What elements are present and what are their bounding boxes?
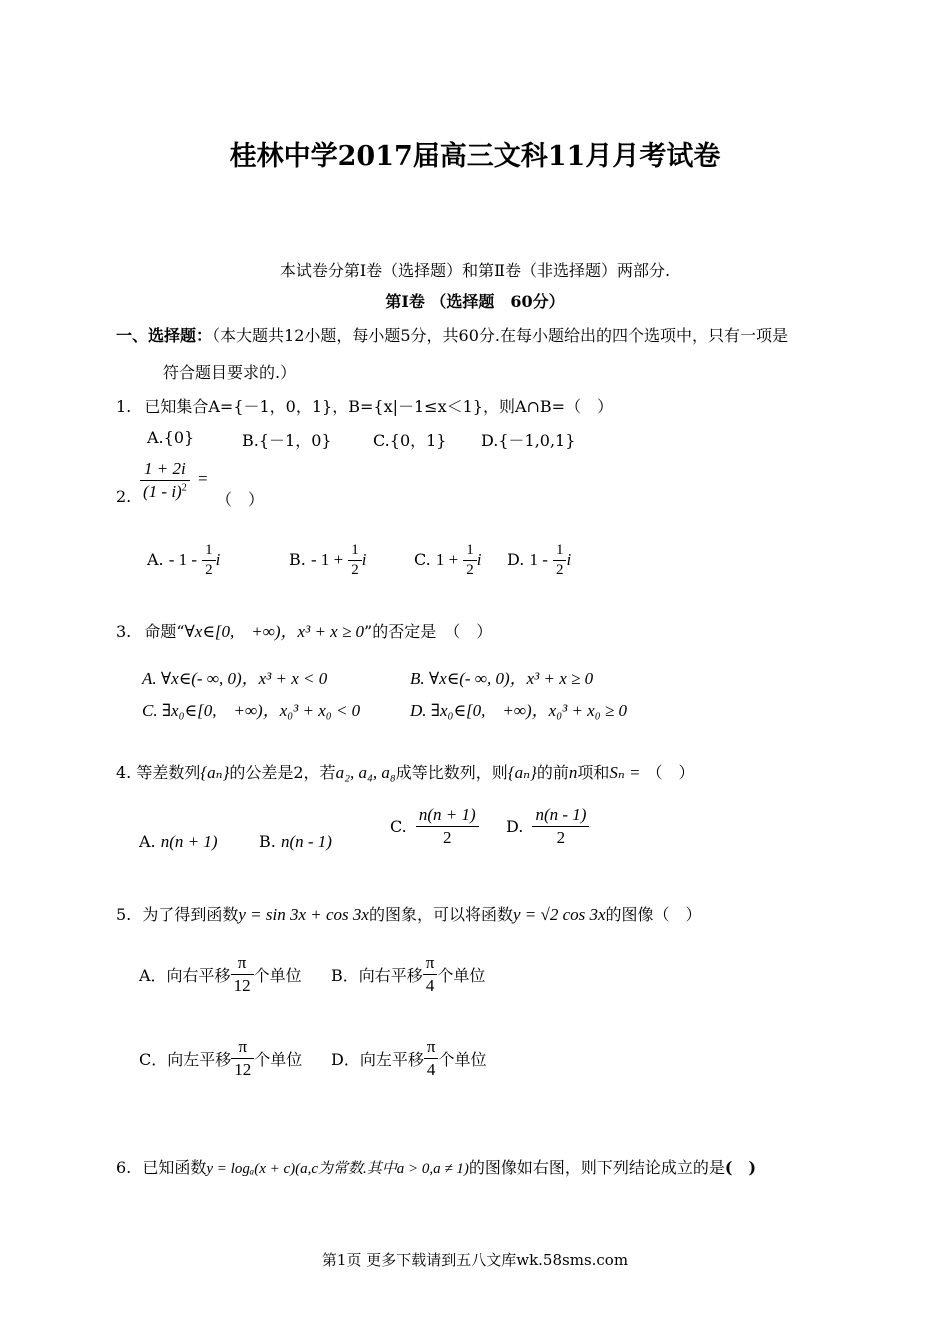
q4-number: 4. [116,763,132,782]
q3-option-c: C. ∃x₀∈[0, +∞)，x₀³ + x₀ < 0 [142,701,361,720]
q2-option-c: C. 1 + $\frac{1}{2}$ i [414,542,482,578]
q1-option-c: C.{0，1} [373,431,447,450]
q5-function-2: y = √2 cos 3x [512,905,606,924]
q3-option-b: B. ∀x∈(- ∞, 0)，x³ + x ≥ 0 [410,669,594,688]
question-4: 4. 等差数列{aₙ}的公差是2，若a₂, a₄, a₈成等比数列，则{aₙ}的前n项和Sₙ = （ ） [116,763,695,782]
q3-proposition: ∀x∈[0, +∞)，x³ + x ≥ 0 [184,622,365,641]
q2-fraction-numerator: 1 + 2i [140,459,190,481]
q4-option-d: D. $\frac{n(n - 1)}{2}$ [506,805,589,848]
q5-function-1: y = sin 3x + cos 3x [238,905,369,924]
q1-stem: 已知集合A={－1，0，1}，B={x|－1≤x＜1}，则A∩B=（ ） [144,397,614,416]
question-1 [116,394,613,417]
q3-pre: 命题“ [144,622,185,641]
q2-option-a: A. - 1 - $\frac{1}{2}$ i [147,542,221,578]
q3-option-a: A. ∀x∈(- ∞, 0)，x³ + x < 0 [142,669,328,688]
q3-post: ”的否定是 （ ） [364,622,493,641]
q6-number: 6. [116,1158,132,1177]
q1-option-a: A.{0} [147,428,195,447]
intro-text: 本试卷分第Ⅰ卷（选择题）和第Ⅱ卷（非选择题）两部分. [279,261,671,280]
part1-heading: 第Ⅰ卷 （选择题 60分） [385,292,565,311]
section-instructions [116,323,788,346]
q5-option-b: B．向右平移 $\frac{\pi}{4}$ 个单位 [331,953,486,995]
section-head: 一、选择题： [116,326,213,345]
q3-option-d: D. ∃x₀∈[0, +∞)，x₀³ + x₀ ≥ 0 [410,701,627,720]
q4-sum: Sₙ = [609,763,641,782]
section-text: （本大题共12小题，每小题5分，共60分.在每小题给出的四个选项中，只有一项是 [212,326,789,345]
q5-option-c: C．向左平移 $\frac{\pi}{12}$ 个单位 [139,1037,303,1079]
q2-number: 2. [116,487,132,506]
q4-terms: a₂, a₄, a₈ [335,763,396,782]
page-footer: 第1页 更多下载请到五八文库wk.58sms.com [321,1251,629,1269]
question-5: 5. 为了得到函数y = sin 3x + cos 3x的图象，可以将函数y = √2 cos 3x的图像（ ） [116,905,702,924]
q2-fraction-denominator: (1 - i)$^2$ [143,482,187,501]
q1-option-d: D.{－1,0,1} [481,431,576,450]
q6-function: y = logₐ(x + c)(a,c为常数.其中a > 0,a ≠ 1) [206,1161,469,1177]
section-text-2: 符合题目要求的.） [163,363,297,382]
q4-option-a: A. n(n + 1) [139,832,218,851]
q2-paren: （ ） [216,490,265,509]
q4-option-c: C. $\frac{n(n + 1)}{2}$ [390,805,479,848]
q3-number: 3. [116,622,132,641]
q5-option-a: A．向右平移 $\frac{\pi}{12}$ 个单位 [139,953,302,995]
question-3 [116,617,492,642]
q2-expression [140,459,208,502]
q2-option-d: D. 1 - $\frac{1}{2}$ i [507,542,572,578]
q2-fraction [140,459,190,502]
question-6: 6. 已知函数y = logₐ(x + c)(a,c为常数.其中a > 0,a ≠ 1)的图像如右图，则下列结论成立的是( ) [116,1158,757,1177]
exam-title: 桂林中学2017届高三文科11月月考试卷 [229,141,721,172]
q5-number: 5. [116,905,132,924]
q5-option-d: D．向左平移 $\frac{\pi}{4}$ 个单位 [331,1037,487,1079]
q4-sequence: {aₙ} [200,763,230,782]
q1-number: 1. [116,397,132,416]
q1-option-b: B.{－1，0} [242,431,332,450]
q4-option-b: B. n(n - 1) [259,832,332,851]
q2-option-b: B. - 1 + $\frac{1}{2}$ i [289,542,367,578]
q2-equals: = [197,469,208,489]
